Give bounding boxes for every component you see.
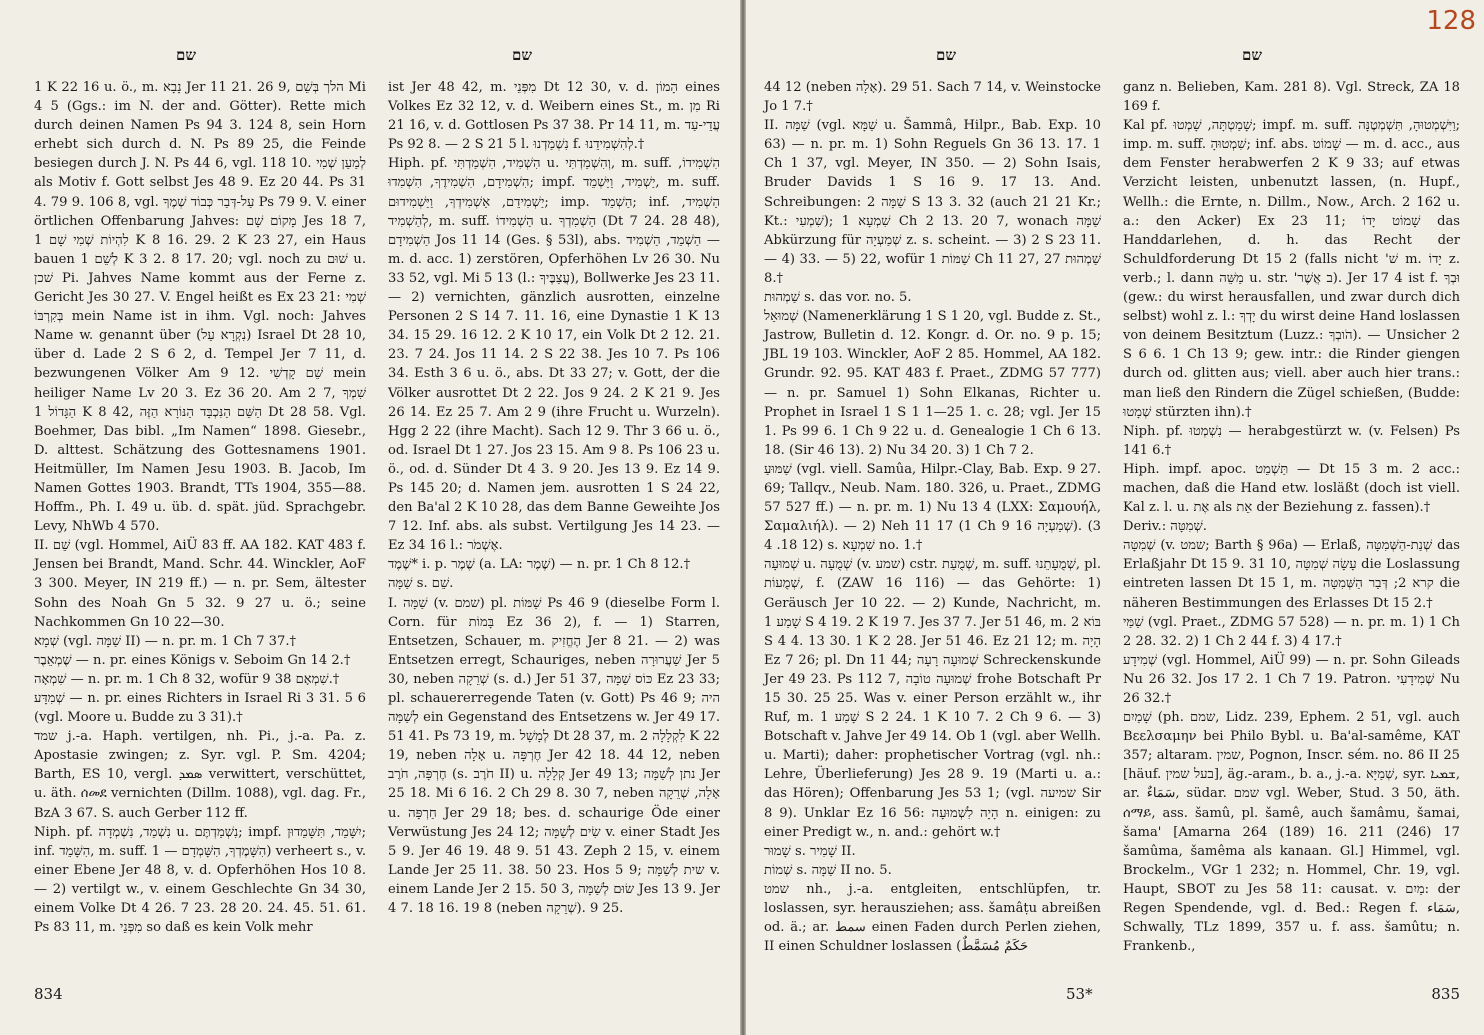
left-page-columns [34, 78, 720, 937]
left-column-2 [388, 78, 720, 937]
entry-deriv: Deriv.: שְׁמִטָּה. [1123, 519, 1207, 535]
entry-niph: Niph. pf. נִשְׁמְטוּ — herabgestürzt w. (v. Felsen) Ps 141 6.† [1123, 423, 1460, 458]
entry-shemer: שֶׁמֶד* i. p. שֶׁמֶר (a. LA: שֶׁמֶר) — n. pr. 1 Ch 8 12.† [388, 557, 691, 573]
entry-shmd: שמד j.-a. Haph. vertilgen, nh. Pi., j.-a. Pa. z. Apostasie zwingen; z. Syr. vgl. P. Sm. 4204; Barth, ES 10, vergl. ܣܡܕ verwittert, verschüttet, u. äth. ሰመደ vernichten (Dillm. 1088), vgl. dag. Fr., BzA 3 67. S. auch Gerber 112 ff. [34, 729, 366, 821]
right-column-1 [764, 78, 1101, 956]
running-head-right-col1: שם [936, 46, 956, 64]
entry-niph: Niph. pf. נִשְׁמַד, נִשְׁמְדָה u. נִשְׁמַדְתֶּם; impf. יִשָּׁמֵד, תִּשָּׁמֵדוּן; inf. הִשָּׁמֵד, m. suff. הִשָּׁמֶדְךָ, הִשָּׁמְדָם — 1) verheert s., v. einer Ebene Jer 48 8, v. d. Opferhöhen Hos 10 8. — 2) vertilgt w., v. einem Geschlechte Gn 34 30, einem Volke Dt 4 26. 7 23. 28 20. 24. 45. 51. 61. Ps 83 11, m. מִפְּנֵי so daß es kein Volk mehr [34, 824, 367, 936]
entry-shmt: שמט nh., j.-a. entgleiten, entschlüpfen, tr. loslassen, syr. herausziehen; ass. šamâṭu abreißen od. ä.; ar. ﺳﻤﻂ einen Faden durch Perlen ziehen, II einen Schuldner loslassen (حَكَمٌ مُسَمَّطٌ [764, 881, 1101, 955]
entry-shemot: שְׁמוֹת s. שַׁמָּה II no. 5. [764, 862, 892, 878]
entry-paragraph: ist Jer 48 42, m. מִפְּנֵי Dt 12 30, v. d. הָמוֹן eines Volkes Ez 32 12, v. d. Weibern eines St., m. מִן Ri 21 16, v. d. Gottlosen Ps 37 38. Pr 14 11, m. עֲדֵי-עַד Ps 92 8. — 2 S 21 5 l. נִשְׁמַדְנוּ f. לְהִשְׁמִידֵנוּ.† [388, 80, 720, 153]
entry-paragraph: 1 K 22 16 u. ö., m. נָבָא Jer 11 21. 26 9, הלך בְּשֵׁם Mi 4 5 (Ggs.: im N. der and. Götter). Rette mich durch deinen Namen Ps 94 3. 124 8, sein Horn erhebt sich durch d. N. Ps 89 25, die Feinde besiegen durch J. N. Ps 44 6, vgl. 118 10. לְמַעַן שְׁמִי als Motiv f. Gott selbst Jes 48 9. Ez 20 44. Ps 31 4. 79 9. 106 8, vgl. עַל-דְּבַר כְּבוֹד שְׁמֶךָ Ps 79 9. V. einer örtlichen Offenbarung Jahves: מָקוֹם שָׁם Jes 18 7, לִהְיוֹת שְׁמִי שָׁם 1 K 8 16. 29. 2 K 23 27, ein Haus bauen לְשֵׁם 1 K 3 2. 8 17. 20; vgl. noch zu שׁוּם u. שׁכן Pi. Jahves Name kommt aus der Ferne z. Gericht Jes 30 27. V. Engel heißt es Ex 23 21: שְׁמִי בְּקִרְבּוֹ mein Name ist in ihm. Vgl. noch: Jahves Name w. genannt über (נִקְרָא עַל) Israel Dt 28 10, über d. Lade 2 S 6 2, d. Tempel Jer 7 11, d. bezwungenen Völker Am 9 12. שֵׁם קָדְשִׁי mein heiliger Name Lv 20 3. Ez 36 20. Am 2 7, שִׁמְךָ הַגָּדוֹל 1 K 8 42, הַשֵּׁם הַנִּכְבָּד הַנּוֹרָא הַזֶּה Dt 28 58. Vgl. Boehmer, Das bibl. „Im Namen“ 1898. Giesebr., D. alttest. Schätzung des Gottesnamens 1901. Heitmüller, Im Namen Jesu 1903. B. Jacob, Im Namen Gottes 1903. Brandt, TTs 1904, 355—88. Hoffm., Ph. I. 49 u. üb. d. spät. jüd. Sprachgebr. Levy, NhWb 4 570. [34, 80, 367, 535]
left-column-1 [34, 78, 366, 937]
entry-shammua: שַׁמּוּעַ (vgl. viell. Samûa, Hilpr.-Clay, Bab. Exp. 9 27. 69; Tallqv., Neub. Nam. 180. 326, u. Praet., ZDMG 57 527 ff.) — n. pr. m. 1) Nu 13 4 (LXX: Σαμουήλ, Σαμαλιήλ). — 2) Neh 11 17 (1 Ch 9 16 שְׁמַעְיָה). 3) 12 18. 4) s. שִׁמְעָא no. 1.† [764, 461, 1102, 554]
right-page-columns [764, 78, 1460, 956]
page-number-right: 835 [1431, 985, 1460, 1003]
running-head-left-col2: שם [512, 46, 532, 64]
entry-shemeber: שֶׁמְאֵבֶר — n. pr. eines Königs v. Seboim Gn 14 2.† [34, 652, 351, 668]
signature-mark: 53* [1066, 985, 1093, 1003]
entry-shamhut: שַׁמְהוּת s. das vor. no. 5. [764, 290, 912, 306]
entry-hiph: Hiph. impf. apoc. תַּשְׁמֵט — Dt 15 3 m. 2 acc.: machen, daß die Hand etw. losläßt (doch ist viell. Kal z. l. u. אֶת als אֵת der Beziehung z. fassen).† [1123, 461, 1460, 516]
running-head-left-col1: שם [176, 46, 196, 64]
book-gutter [740, 0, 746, 1035]
right-column-2 [1123, 78, 1460, 956]
pencil-page-mark: 128 [1426, 6, 1476, 36]
entry-shammai: שַׁמַּי (vgl. Praet., ZDMG 57 528) — n. pr. m. 1) 1 Ch 2 28. 32. 2) 1 Ch 2 44 f. 3) 4 17.† [1123, 614, 1460, 649]
entry-shema: שְׁמָא (vgl. שַׁמָּה II) — n. pr. m. 1 Ch 7 37.† [34, 633, 297, 649]
entry-shamur: שָׁמוּר s. שָׁמִיר II. [764, 843, 856, 859]
entry-hiph: Hiph. pf. הִשְׁמִיד, הִשְׁמַדְתִּי u. וְהִשְׁמַדְתִּי, m. suff. הִשְׁמִידוֹ, הִשְׁמִידָם, הִשְׁמִידֶךָ, הִשְׁמִדוּ; impf. יַשְׁמִיד, וַיַּשְׁמֵד, m. suff. יַשְׁמִידֵם, אַשְׁמִידְךָ, וַיַּשְׁמִידוּם; imp. הַשְׁמֵד; inf. הַשְׁמִיד, לְהַשְׁמִיד, m. suff. הַשְׁמִידוֹ u. הַשְׁמִדְךָ (Dt 7 24. 28 48), הַשְׁמִידָם Jos 11 14 (Ges. § 53l), abs. הַשְׁמֵד, הַשְׁמִיד — m. d. acc. 1) zerstören, Opferhöhen Lv 26 30. Nu 33 52, vgl. Mi 5 13 (l.: עֲצַבֶּיךָ), Bollwerke Jes 23 11. — 2) vernichten, gänzlich ausrotten, einzelne Personen 2 S 14 7. 11. 16, eine Dynastie 1 K 13 34. 15 29. 16 12. 2 K 10 17, ein Volk Dt 2 12. 21. 23. 7 24. Jos 11 14. 2 S 22 38. Jes 10 7. Ps 106 34. Esth 3 6 u. ö., abs. Dt 33 27; v. Gott, der die Völker ausrottet Dt 2 22. Jos 9 24. 2 K 21 9. Jes 26 14. Ez 25 7. Am 2 9 (ihre Frucht u. Wurzeln). Hgg 2 22 (ihre Macht). Sach 12 9. Thr 3 66 u. ö., od. Israel Dt 1 27. Jos 23 15. Am 9 8. Ps 106 23 u. ö., od. d. Sünder Dt 4 3. 9 20. Jes 13 9. Ez 14 9. Ps 145 20; d. Namen jem. ausrotten 1 S 24 22, den Ba'al 2 K 10 28, das dem Banne Geweihte Jos 7 12. Inf. abs. als subst. Vertilgung Jes 14 23. — Ez 34 16 l.: אֶשְׁמֹר. [388, 156, 720, 554]
running-head-right-col2: שם [1242, 46, 1262, 64]
entry-shamayim: שָׁמַיִם (ph. שמם, Lidz. 239, Ephem. 2 51, vgl. auch Βεελσαμην bei Philo Bybl. u. Ba'al-samême, KAT 357; altaram. שמין, Pognon, Inscr. sém. no. 86 II 25 [häuf. בעל שמין], äg.-aram., b. a., j.-a. שְׁמַיָּא, syr. ܫܡܝܐ, ar. سَمَاءٌ, südar. שמם vgl. Weber, Stud. 3 50, äth. ሰማይ, ass. šamû, pl. šamê, auch šamâmu, šamai, šama' [Amarna 264 (189) 16. 211 (246) 17 šamûma, šamêma als kanaan. Gl.] Himmel, vgl. Brockelm., VGr 1 232; n. Hommel, Chr. 19, vgl. Haupt, SBOT zu Jes 58 11: causat. v. מַיִם: der Regen Spendende, vgl. d. Bed.: Regen f. سَمَاء, Schwally, TLz 1899, 357 u. f. ass. šamûtu; n. Frankenb., [1123, 710, 1461, 955]
entry-shem-ii: II. שֵׁם (vgl. Hommel, AiÜ 83 ff. AA 182. KAT 483 f. Jensen bei Brandt, Mand. Schr. 44. Winckler, AoF 3 300. Meyer, IN 219 ff.) — n. pr. Sem, ältester Sohn des Noah Gn 5 32. 9 27 u. ö.; seine Nachkommen Gn 10 22—30. [34, 538, 366, 630]
entry-shemida: שְׁמִידָע (vgl. Hommel, AiÜ 99) — n. pr. Sohn Gileads Nu 26 32. Jos 17 2. 1 Ch 7 19. Patron. שְׁמִידָעִי Nu 26 32.† [1123, 652, 1460, 706]
entry-shemittah: שְׁמִטָּה (v. שמט; Barth § 96a) — Erlaß, שְׁנַת-הַשְּׁמִטָּה das Erlaßjahr Dt 15 9. 31 10, עָשָׂה שְׁמִטָּה die Loslassung eintreten lassen Dt 15 1, m. קרא 2; דְּבַר הַשְּׁמִטָּה die näheren Bestimmungen des Erlasses Dt 15 2.† [1123, 538, 1460, 611]
page-number-left: 834 [34, 985, 63, 1003]
entry-shemuel: שְׁמוּאֵל (Namenerklärung 1 S 1 20, vgl. Budde z. St., Jastrow, Bulletin d. 12. Kongr. d. Or. no. 9 p. 15; JBL 19 103. Winckler, AoF 2 85. Hommel, AA 182. Grundr. 92. 95. KAT 483 f. Praet., ZDMG 57 777) — n. pr. Samuel 1) Sohn Elkanas, Richter u. Prophet in Israel 1 S 1 1—25 1. c. 28; vgl. Jer 15 1. Ps 99 6. 1 Ch 9 22 u. d. Genealogie 1 Ch 6 13. 18. (Sir 46 13). 2) Nu 34 20. 3) 1 Ch 7 2. [764, 309, 1102, 458]
entry-shimah: שִׁמְאָה — n. pr. m. 1 Ch 8 32, wofür 9 38 שִׁמְאָם.† [34, 671, 340, 687]
right-page [742, 0, 1484, 1035]
entry-shemuah: שְׁמוּעָה u. שְׁמֻעָה (v. שמע) cstr. שְׁמֻעַת, m. suff. שְׁמֻעָתֵנוּ, pl. שְׁמֻעוֹת, f. (ZAW 16 116) — das Gehörte: 1) Geräusch Jer 10 22. — 2) Kunde, Nachricht, m. שָׁמַע 1 S 4 19. 2 K 19 7. Jes 37 7. Jer 51 46, m. בּוֹא 2 S 4 4. 13 30. 1 K 2 28. Jer 51 46. Ez 21 12; m. הָיָה Ez 7 26; pl. Dn 11 44; שְׁמוּעָה רָעָה Schreckenskunde Jer 49 23. Ps 112 7, שְׁמוּעָה טוֹבָה frohe Botschaft Pr 15 30. 25 25. Was v. einer Person erzählt w., ihr Ruf, m. שָׁמַע 1 S 2 24. 1 K 10 7. 2 Ch 9 6. — 3) Botschaft v. Jahve Jer 49 14. Ob 1 (vgl. aber Wellh. u. Marti); daher: prophetischer Vortrag (vgl. nh.: Lehre, Überlieferung) Jes 28 9. 19 (Marti u. a.: das Hören); Offenbarung Jes 53 1; (vgl. שמיעה Sir 8 9). Unklar Ez 16 56: הָיָה לִשְׁמוּעָה n. einigen: zu einer Predigt w., n. and.: gehört w.† [764, 557, 1101, 840]
entry-kal: Kal pf. שָׁמַטְתָּה, שָׁמְטוּ; impf. m. suff. וַיִּשְׁמְטוּהָ, תִּשְׁמְטֶנָּה; imp. m. suff. שִׁמְטוּהָ; inf. abs. שָׁמוֹט — m. d. acc., aus dem Fenster herabwerfen 2 K 9 33; auf etwas Verzicht leisten, unbenutzt lassen, (n. Hupf., Wellh.: die Ernte, n. Dillm., Now., Arch. 2 162 u. a.: den Acker) Ex 23 11; שָׁמוֹט יָדוֹ das Handdarlehen, d. h. das Recht der Schuldforderung Dt 15 2 (falls nicht 'שׁ m. יָדוֹ z. verb.; l. dann מַשֵּׁה u. str. 'ב אֲשֶׁר). Jer 17 4 ist f. וּבְךָ (gew.: du wirst herausfallen, und zwar durch dich selbst) wohl z. l.: יָדְךָ du wirst deine Hand loslassen von deinem Besitztum (Luzz.: הֹובְךָ). — Unsicher 2 S 6 6. 1 Ch 13 9; gew. intr.: die Rinder giengen durch od. glitten aus; viell. aber auch hier trans.: man ließ den Rindern die Zügel schießen, (Budde: שְׁמָטוּ stürzten ihn).† [1123, 118, 1460, 420]
entry-shammah-i: I. שַׁמָּה (v. שמם) pl. שַׁמּוֹת Ps 46 9 (dieselbe Form l. Corn. für בָּמוֹת Ez 36 2), f. — 1) Starren, Entsetzen, Schauer, m. הֶחֱזִיק Jer 8 21. — 2) was Entsetzen erregt, Schauriges, neben שַׁעֲרוּרָה Jer 5 30, neben שְׁרֵקָה (s. d.) Jer 51 37, כּוֹס שַׁמָּה Ez 23 33; pl. schauererregende Taten (v. Gott) Ps 46 9; היה לְשַׁמָּה ein Gegenstand des Entsetzens w. Jer 49 17. 51 41. Ps 73 19, m. לְמָשָׁל Dt 28 37, m. לִקְלָלָה 2 K 22 19, neben אָלָה u. חֶרְפָּה Jer 42 18. 44 12, neben חֶרְפָּה, חֹרֶב (s. חֹרֶב II) u. קְלָלָה Jer 49 13; נתן לְשַׁמָּה Jer 25 18. Mi 6 16. 2 Ch 29 8. 30 7, neben אָלָה, שְׁרֵקָה u. חַרְפָּה Jer 29 18; bes. d. schaurige Öde einer Verwüstung Jes 24 12; שִׂים לְשַׁמָּה v. einer Stadt Jes 5 9. Jer 46 19. 48 9. 51 43. Zeph 2 15, v. einem Lande Jer 25 11. 38. 50 23. Hos 5 9; שית לְשַׁמָּה v. einem Lande Jer 2 15. 50 3, שׂוּם לְשַׁמָּה Jes 13 9. Jer 4 7. 18 16. 19 8 (neben שְׁרֵקָה). 25 9. [388, 595, 721, 917]
entry-shammah-ref: שַׁמָּה s. שֵׁם. [388, 576, 454, 592]
entry-paragraph: ganz n. Belieben, Kam. 281 8). Vgl. Streck, ZA 18 169 f. [1123, 80, 1460, 115]
entry-paragraph: 44 12 (neben אָלָה). 51 29. Sach 7 14, v. Weinstocke Jo 1 7.† [764, 80, 1101, 115]
entry-shammah-ii: II. שַׁמָּה (vgl. שַׁמָּא u. Šammâ, Hilpr., Bab. Exp. 10 63) — n. pr. m. 1) Sohn Reguels Gn 36 13. 17. 1 Ch 1 37, vgl. Meyer, IN 350. — 2) Sohn Isais, Bruder Davids 1 S 16 9. 17 13. And. Schreibungen: שַׁמָּה 2 S 13 3. 32 (auch 21 21 Kr.; Kt.: שִׁמְעִי); שִׁמְעָא 1 Ch 2 13. 20 7, wonach שַׁמָּה Abkürzung für שְׁמַעְיָה z. s. scheint. — 3) 2 S 23 11. — 4) 33. — 5) 22, wofür שַׁמּוֹת 1 Ch 11 27, שַׁמְהוּת 27 8.† [764, 118, 1102, 286]
entry-shamgar: שְׁמִדָּע — n. pr. eines Richters in Israel Ri 3 31. 5 6 (vgl. Moore u. Budde zu 3 31).† [34, 691, 366, 726]
